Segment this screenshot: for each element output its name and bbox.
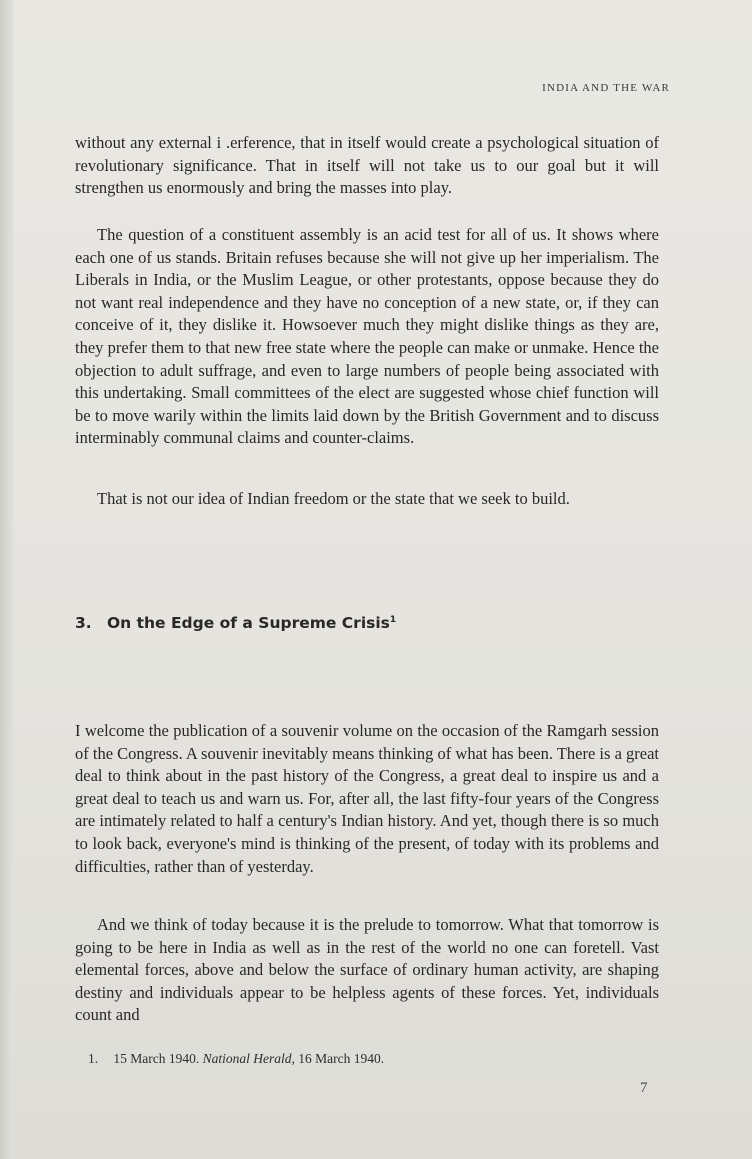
- body-paragraph: without any external i .erference, that in itself would create a psychological situation of revolutionary significance. That in itself will not take us to our goal but it will strengthen us enormously and bring the masses into play.: [75, 133, 659, 198]
- footnote-source-date: 16 March 1940.: [298, 1051, 385, 1066]
- body-paragraph: The question of a constituent assembly is an acid test for all of us. It shows where each one of us stands. Britain refuses because she will not give up her imperialism. The Liberals in India, or the Muslim League, or other protestants, oppose because they do not want real independence and they have no conception of a new state, or, if they can conceive of it, they dislike it. Howsoever much they might dislike things as they are, they prefer them to that new free state where the people can make or unmake. Hence the objection to adult suffrage, and even to large numbers of people being associated with this undertaking. Small committees of the elect are suggested whose chief function will be to move warily within the limits laid down by the British Government and to discuss interminably communal claims and counter-claims.: [75, 225, 659, 448]
- footnote-source: National Herald,: [202, 1051, 295, 1066]
- footnote-date: 15 March 1940.: [113, 1051, 200, 1066]
- section-title: On the Edge of a Supreme Crisis: [107, 614, 390, 632]
- page-edge-shadow: [0, 0, 14, 1159]
- section-heading: [75, 614, 659, 632]
- section-number: 3.: [75, 614, 92, 632]
- body-paragraph: That is not our idea of Indian freedom or the state that we seek to build.: [97, 489, 570, 508]
- footnote-marker: 1: [389, 614, 397, 625]
- footnote-number: 1.: [88, 1051, 99, 1066]
- footnote: [88, 1051, 648, 1067]
- page-number: 7: [640, 1080, 648, 1096]
- body-paragraph: I welcome the publication of a souvenir volume on the occasion of the Ramgarh session of the Congress. A souvenir inevitably means thinking of what has been. There is a great deal to think about in the past history of the Congress, a great deal to inspire us and a great deal to teach us and warn us. For, after all, the last fifty-four years of the Congress are intimately related to half a century's Indian history. And yet, though there is so much to look back, everyone's mind is thinking of the present, of today with its problems and difficulties, rather than of yesterday.: [75, 721, 659, 876]
- body-paragraph: And we think of today because it is the prelude to tomorrow. What that tomorrow is going to be here in India as well as in the rest of the world no one can foretell. Vast elemental forces, above and below the surface of ordinary human activity, are shaping destiny and individuals appear to be helpless agents of these forces. Yet, individuals count and: [75, 915, 659, 1025]
- running-head: INDIA AND THE WAR: [542, 82, 670, 94]
